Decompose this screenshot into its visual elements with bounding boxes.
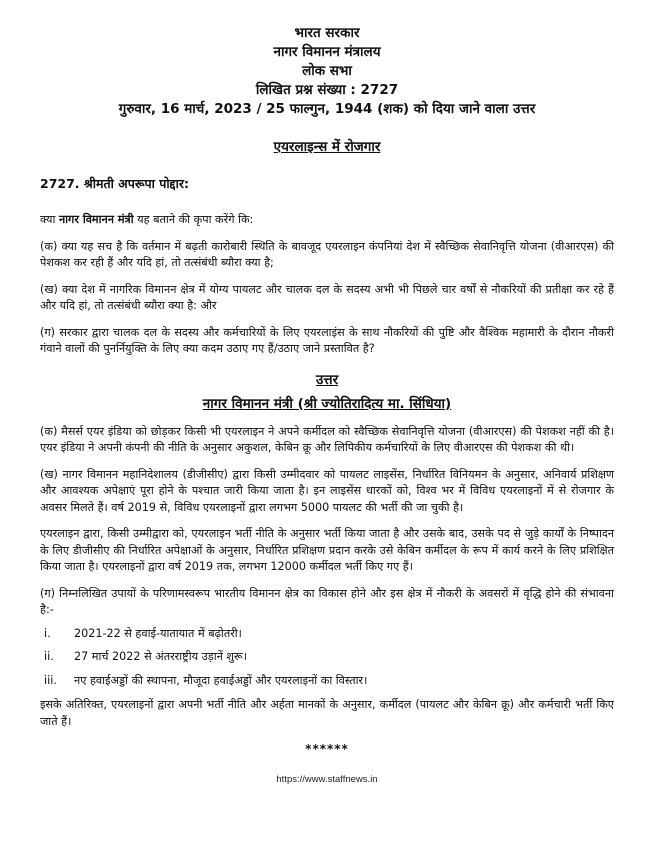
question-ka: (क) क्या यह सच है कि वर्तमान में बढ़ती कारोबारी स्थिति के बावजूद एयरलाइन कंपनियां देश में स्वैच्छिक सेवानिवृत्ति योजना (वीआरएस) की पेशकश कर रही हैं और यदि हां, तो तत्संबंधी ब्यौरा क्या है; [40,239,614,269]
question-kha: (ख) क्या देश में नागरिक विमानन क्षेत्र में योग्य पायलट और चालक दल के सदस्य अभी भी पिछले चार वर्षों से नौकरियों की प्रतीक्षा कर रहे हैं और यदि हां, तो तत्संबंधी ब्यौरा क्या है: और [40,282,614,312]
intro-pre: क्या [40,213,59,226]
footer-url: https://www.staffnews.in [276,774,378,785]
government-heading: भारत सरकार [294,25,360,41]
end-marker: ****** [305,742,349,756]
answer-ga: (ग) निम्नलिखित उपायों के परिणामस्वरूप भारतीय विमानन क्षेत्र का विकास होने और इस क्षेत्र में नौकरी के अवसरों में वृद्धि होने की संभावना है:- [40,586,614,616]
answer-heading: उत्तर [315,371,339,388]
ministry-heading: नागर विमानन मंत्रालय [273,44,381,60]
questioner-name: 2727. श्रीमती अपरूपा पोद्दार: [40,176,189,191]
list-item-text: 2021-22 से हवाई-यातायात में बढ़ोतरी। [74,626,242,640]
question-ga: (ग) सरकार द्वारा चालक दल के सदस्य और कर्मचारियों के लिए एयरलाइंस के साथ नौकरियों की पुष्टि और वैश्विक महामारी के दौरान नौकरी गंवाने वालों की पुनर्नियुक्ति के लिए क्या कदम उठाए गए हैं/उठाए जाने प्रस्तावित है? [40,325,614,355]
answer-kha-part1: (ख) नागर विमानन महानिदेशालय (डीजीसीए) द्वारा किसी उम्मीदवार को पायलट लाइसेंस, निर्धारित विनियमन के अनुसार, अनिवार्य प्रशिक्षण और आवश्यक अपेक्षाएं पूरा होने के पश्चात जारी किया जाता है। इन लाइसेंस धारकों को, विश्व भर में विविध एयरलाइनों में से रोजगार के अवसर मिलते हैं। वर्ष 2019 से, विविध एयरलाइनों द्वारा लगभग 5000 पायलट की भर्ती की जा चुकी है। [40,467,614,514]
question-number: लिखित प्रश्न संख्या : 2727 [255,82,399,98]
answer-date-line: गुरुवार, 16 मार्च, 2023 / 25 फाल्गुन, 1944 (शक) को दिया जाने वाला उत्तर [118,101,536,117]
subject-heading: एयरलाइन्स में रोजगार [273,139,381,155]
list-item [40,673,614,690]
list-item-number: iii. [44,673,57,687]
list-item [40,626,614,643]
intro-post: यह बताने की कृपा करेंगे कि: [133,213,254,226]
list-item-text: नए हवाईअड्डों की स्थापना, मौजूदा हवाईअड्डों और एयरलाइनों का विस्तार। [74,673,368,687]
answer-ka: (क) मैसर्स एयर इंडिया को छोड़कर किसी भी एयरलाइन ने अपने कर्मीदल को स्वैच्छिक सेवानिवृत्ति योजना (वीआरएस) की पेशकश नहीं की है। एयर इंडिया ने अपनी कंपनी की नीति के अनुसार अकुशल, केबिन क्रू और लिपिकीय कर्मचारियों के लिए वीआरएस की पेशकश की थी। [40,424,614,454]
measures-list [40,626,614,690]
list-item-number: ii. [44,650,54,663]
house-heading: लोक सभा [302,63,352,79]
intro-minister: नागर विमानन मंत्री [58,213,134,226]
answer-kha-part2: एयरलाइन द्वारा, किसी उम्मीद्वारा को, एयरलाइन भर्ती नीति के अनुसार भर्ती किया जाता है और उसके बाद, उसके पद से जुड़े कार्यों के निष्पादन के लिए डीजीसीए की निर्धारित अपेक्षाओं के अनुसार, निर्धारित प्रशिक्षण प्रदान करके उसे केबिन कर्मीदल के रूप में कार्य करने के लिए प्रशिक्षित किया जाता है। एयरलाइनों द्वारा वर्ष 2019 तक, लगभग 12000 कर्मीदल भर्ती किए गए हैं। [40,527,614,573]
question-intro [40,212,614,229]
minister-heading: नागर विमानन मंत्री (श्री ज्योतिरादित्य मा. सिंधिया) [202,395,452,412]
document-header [40,24,614,119]
list-item-number: i. [44,626,51,640]
list-item [40,649,614,666]
list-item-text: 27 मार्च 2022 से अंतरराष्ट्रीय उड़ानें शुरू। [74,650,247,663]
answer-closing: इसके अतिरिक्त, एयरलाइनों द्वारा अपनी भर्ती नीति और अर्हता मानकों के अनुसार, कर्मीदल (पायलट और केबिन क्रू) और कर्मचारी भर्ती किए जाते हैं। [40,698,614,728]
